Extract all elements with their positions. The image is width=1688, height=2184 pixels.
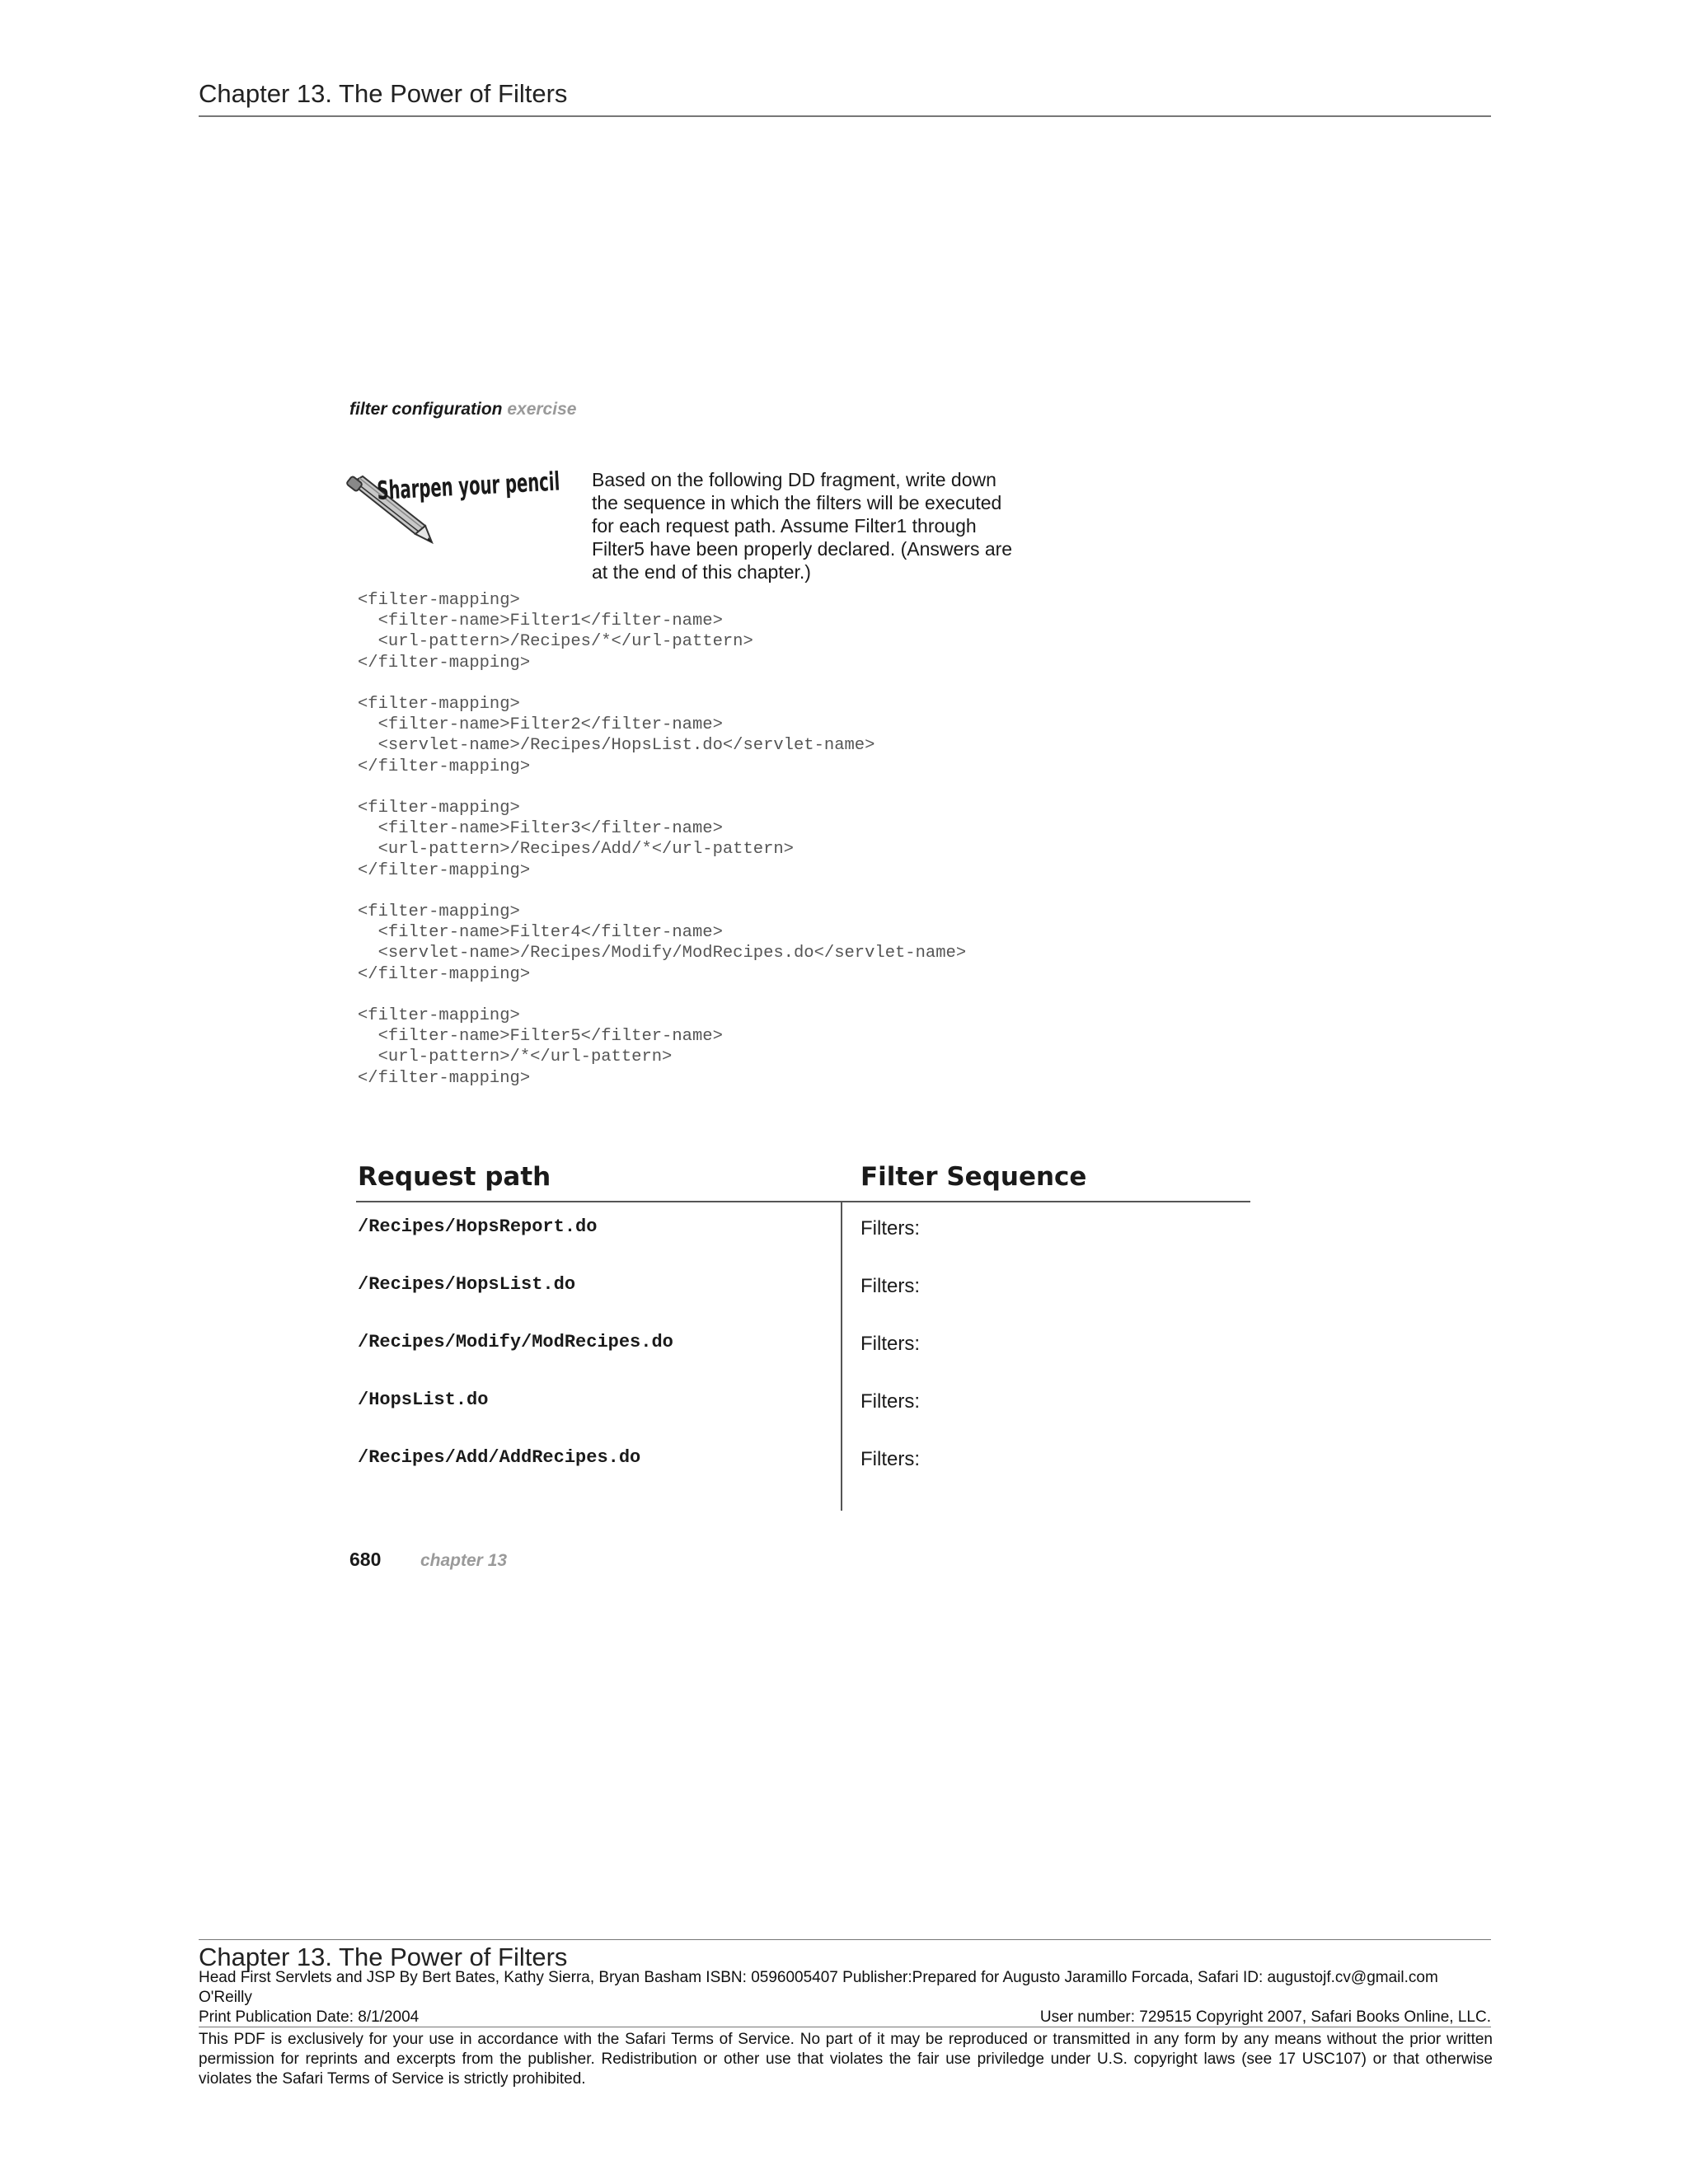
page-number: 680 xyxy=(349,1549,382,1570)
column-header-filter-sequence: Filter Sequence xyxy=(860,1162,1087,1192)
table-row-path: /Recipes/Modify/ModRecipes.do xyxy=(358,1332,673,1352)
footer-user-number: User number: 729515 Copyright 2007, Safari Books Online, LLC. xyxy=(1039,2008,1491,2026)
footer-chapter-title: Chapter 13. The Power of Filters xyxy=(199,1943,568,1971)
table-row-filters: Filters: xyxy=(860,1448,920,1470)
sharpen-pencil-text: Sharpen your pencil xyxy=(376,461,668,506)
footer-rule-top xyxy=(199,1939,1491,1940)
footer-book-info: Head First Servlets and JSP By Bert Bates, Kathy Sierra, Bryan Basham ISBN: 0596005407 Publisher:Prepared for Augusto Jaramillo Forcada, Safari ID: augustojf.cv@gmail.com xyxy=(199,1969,1438,1986)
table-row-path: /Recipes/Add/AddRecipes.do xyxy=(358,1447,641,1468)
dd-code-fragment: <filter-mapping> <filter-name>Filter1</filter-name> <url-pattern>/Recipes/*</url-pattern> </filter-mapping> <filter-mapping> <filter-name>Filter2</filter-name> <servlet-name>/Recipes/HopsList.do</servlet-name> </filter-mapping> <filter-mapping> <filter-name>Filter3</filter-name> <url-pattern>/Recipes/Add/*</url-pattern> </filter-mapping> <filter-mapping> <filter-name>Filter4</filter-name> <servlet-name>/Recipes/Modify/ModRecipes.do</servlet-name> </filter-mapping> <filter-mapping> <filter-name>Filter5</filter-name> <url-pattern>/*</url-pattern> </filter-mapping> xyxy=(358,591,967,1088)
table-row-filters: Filters: xyxy=(860,1217,920,1240)
column-header-request-path: Request path xyxy=(358,1162,551,1192)
table-row-path: /HopsList.do xyxy=(358,1390,489,1410)
table-row-path: /Recipes/HopsReport.do xyxy=(358,1216,598,1237)
table-row-path: /Recipes/HopsList.do xyxy=(358,1274,576,1295)
header-rule xyxy=(199,115,1491,117)
footer-publisher: O'Reilly xyxy=(199,1989,252,2006)
table-header-rule xyxy=(356,1201,1250,1202)
page-header-title: Chapter 13. The Power of Filters xyxy=(199,79,568,108)
exercise-instructions: Based on the following DD fragment, write down the sequence in which the filters will be executed for each request path. Assume Filter1 through Filter5 have been properly declared. (Answers are at the end of this chapter.) xyxy=(592,469,1013,583)
chapter-label: chapter 13 xyxy=(420,1551,508,1570)
sharpen-pencil-logo xyxy=(346,461,668,546)
section-label-type: exercise xyxy=(507,400,577,419)
section-label-topic: filter configuration xyxy=(349,400,503,419)
table-column-divider xyxy=(841,1202,842,1511)
footer-legal-notice: This PDF is exclusively for your use in accordance with the Safari Terms of Service. No part of it may be reproduced or transmitted in any form by any means without the prior written permission for reprints and excerpts from the publisher. Redistribution or other use that violates the fair use priviledge under U.S. copyright laws (see 17 USC107) or that otherwise violates the Safari Terms of Service is strictly prohibited. xyxy=(199,2031,1493,2088)
table-row-filters: Filters: xyxy=(860,1333,920,1355)
footer-print-date: Print Publication Date: 8/1/2004 xyxy=(199,2008,420,2026)
table-row-filters: Filters: xyxy=(860,1390,920,1413)
section-label xyxy=(349,400,576,419)
table-row-filters: Filters: xyxy=(860,1275,920,1297)
